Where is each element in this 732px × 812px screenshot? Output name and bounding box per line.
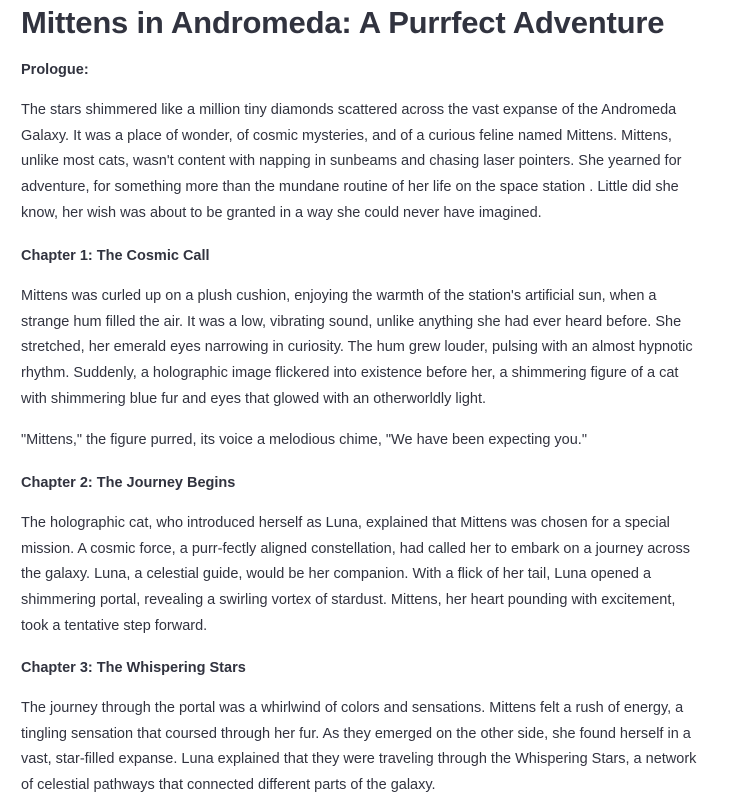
section-heading-chapter-3: Chapter 3: The Whispering Stars [21, 660, 246, 676]
paragraph-line: The holographic cat, who introduced herself as Luna, explained that Mittens was chosen for a special [21, 515, 670, 531]
section-heading-chapter-2: Chapter 2: The Journey Begins [21, 475, 236, 491]
paragraph-line: The journey through the portal was a whirlwind of colors and sensations. Mittens felt a rush of energy, a [21, 700, 684, 716]
paragraph-line: with shimmering blue fur and eyes that glowed with an otherworldly light. [21, 390, 487, 407]
page-title: Mittens in Andromeda: A Purrfect Adventure [21, 5, 665, 40]
paragraph-line: The stars shimmered like a million tiny diamonds scattered across the vast expanse of the Andromeda [21, 102, 677, 118]
paragraph-line: took a tentative step forward. [21, 617, 208, 634]
paragraph-line: rhythm. Suddenly, a holographic image flickered into existence before her, a shimmering figure of a cat [21, 365, 679, 382]
paragraph-line: the galaxy. Luna, a celestial guide, would be her companion. With a flick of her tail, Luna opened a [21, 566, 652, 583]
paragraph-line: strange hum filled the air. It was a low, vibrating sound, unlike anything she had ever heard before. She [21, 313, 682, 330]
paragraph-line: mission. A cosmic force, a purr-fectly aligned constellation, had called her to embark on a journey across [21, 540, 690, 557]
section-paragraph-prologue [21, 98, 726, 227]
paragraph-line: know, her wish was about to be granted in a way she could never have imagined. [21, 204, 542, 221]
quote-line: "Mittens," the figure purred, its voice a melodious chime, "We have been expecting you." [21, 432, 587, 448]
paragraph-line: vast, star-filled expanse. Luna explained that they were traveling through the Whispering Stars, a network [21, 751, 697, 768]
section-heading-prologue: Prologue: [21, 62, 89, 78]
paragraph-line: shimmering portal, revealing a swirling vortex of stardust. Mittens, her heart pounding with excitement, [21, 592, 676, 609]
section-heading-chapter-1: Chapter 1: The Cosmic Call [21, 248, 210, 264]
paragraph-line: tingling sensation that coursed through her fur. As they emerged on the other side, she found herself in a [21, 725, 691, 742]
section-paragraph-chapter-1 [21, 284, 726, 413]
section-paragraph-chapter-3 [21, 696, 726, 799]
paragraph-line: stretched, her emerald eyes narrowing in curiosity. The hum grew louder, pulsing with an almost hypnotic [21, 339, 693, 356]
section-quote-chapter-1 [21, 428, 726, 454]
paragraph-line: Mittens was curled up on a plush cushion, enjoying the warmth of the station's artificial sun, when a [21, 288, 657, 304]
paragraph-line: Galaxy. It was a place of wonder, of cosmic mysteries, and of a curious feline named Mittens. Mittens, [21, 127, 672, 144]
section-paragraph-chapter-2 [21, 511, 726, 640]
paragraph-line: adventure, for something more than the mundane routine of her life on the space station . Little did she [21, 179, 679, 196]
paragraph-line: unlike most cats, wasn't content with napping in sunbeams and chasing laser pointers. She yearned for [21, 153, 682, 170]
paragraph-line: of celestial pathways that connected different parts of the galaxy. [21, 777, 436, 794]
